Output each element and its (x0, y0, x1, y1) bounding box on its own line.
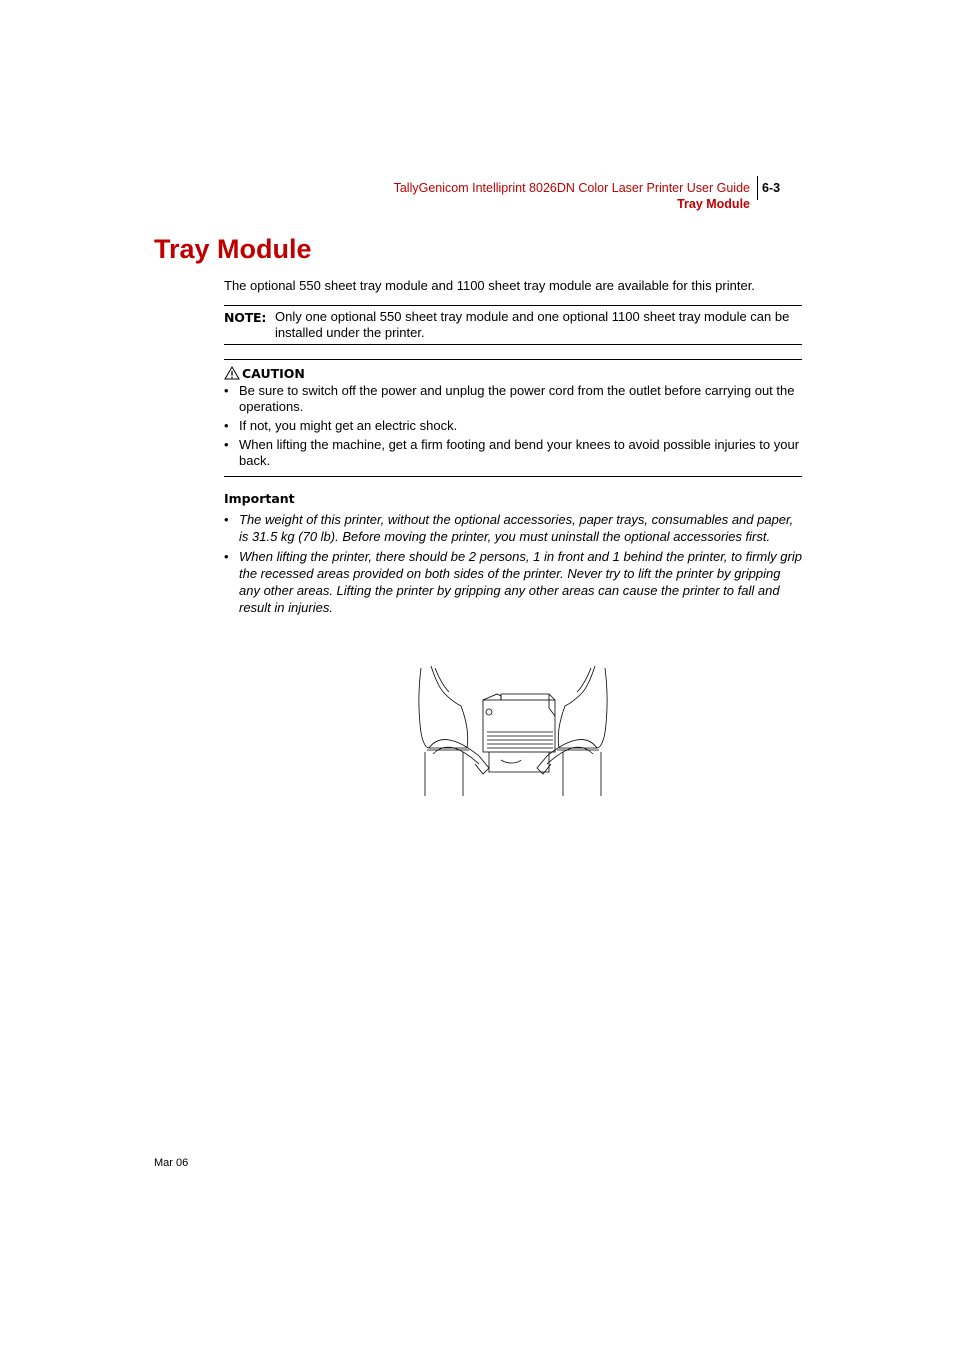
running-header (300, 180, 750, 212)
bullet: • (224, 383, 229, 398)
bullet: • (224, 418, 229, 433)
footer-date: Mar 06 (154, 1157, 189, 1169)
list-item: • The weight of this printer, without the optional accessories, paper trays, consumables and paper, is 31.5 kg (70 lb). Before moving the printer, you must uninstall the optional accessories first. (224, 512, 794, 544)
list-item: • If not, you might get an electric shock. (224, 418, 458, 433)
bullet: • (224, 512, 229, 527)
section-title: Tray Module (677, 197, 750, 211)
list-item: • Be sure to switch off the power and unplug the power cord from the outlet before carrying out the operations. (224, 383, 795, 414)
guide-title: TallyGenicom Intelliprint 8026DN Color Laser Printer User Guide (393, 181, 750, 195)
bullet: • (224, 437, 229, 452)
caution-list (224, 383, 802, 472)
page-number: 6-3 (762, 181, 781, 195)
caution-box (224, 359, 802, 477)
note-box (224, 305, 802, 345)
note-text: Only one optional 550 sheet tray module and one optional 1100 sheet tray module can be installed under the printer. (275, 309, 790, 340)
note-label: NOTE: (224, 310, 267, 325)
list-item: • When lifting the machine, get a firm footing and bend your knees to avoid possible injuries to your back. (224, 437, 800, 468)
important-list (224, 512, 802, 620)
bullet: • (224, 549, 229, 565)
list-item: • When lifting the printer, there should be 2 persons, 1 in front and 1 behind the printer, to firmly grip the recessed areas provided on both sides of the printer. Never try to lift the printer by gripping any other areas. Lifting the printer by gripping any other areas can cause the printer to fall and result in injuries. (224, 549, 802, 615)
intro-paragraph: The optional 550 sheet tray module and 1100 sheet tray module are available for this printer. (224, 278, 755, 293)
important-heading: Important (224, 491, 295, 506)
caution-heading (224, 365, 305, 381)
warning-triangle-icon (224, 366, 240, 380)
page-title: Tray Module (154, 234, 312, 264)
lifting-printer-illustration (417, 664, 609, 798)
caution-label: CAUTION (242, 365, 305, 381)
header-divider (757, 176, 758, 200)
